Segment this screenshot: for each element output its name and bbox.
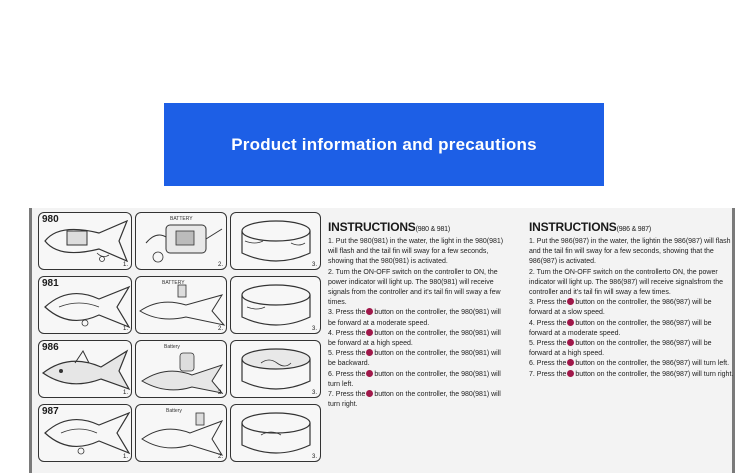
fish-987-diagram [38, 404, 132, 462]
step-number: 3. [311, 326, 317, 332]
fast-button-icon [366, 329, 373, 336]
instruction-sheet [29, 208, 735, 473]
slow-button-icon [567, 298, 574, 305]
right-button-icon [366, 390, 373, 397]
step-text-after: button on the controller, the 980(981) will be forward at a moderate speed. [328, 309, 501, 327]
instructions-heading [529, 220, 734, 234]
heading-models: (986 & 987) [616, 226, 651, 233]
banner-title: Product information and precautions [231, 134, 537, 154]
step-number: 3. [311, 262, 317, 268]
heading-models: (980 & 981) [415, 226, 450, 233]
step-number: 2. [217, 454, 223, 460]
instruction-step: 2. Turn the ON-OFF switch on the controller to ON, the power indicator will light up. The 980(981) will receive signals from the controller and it's tail fin will sway a few times. [328, 268, 501, 307]
step-text-before: 6. Press the [529, 360, 567, 368]
illustration-row-987 [38, 404, 321, 465]
tank-981-diagram [230, 276, 321, 334]
instructions-heading [328, 220, 506, 234]
instruction-steps [529, 237, 734, 380]
battery-label: BATTERY [170, 216, 193, 222]
backward-button-icon [366, 349, 373, 356]
battery-980-diagram [135, 212, 227, 270]
step-text-after: button on the controller, the 980(981) will turn right. [328, 391, 501, 409]
instruction-step [328, 370, 506, 390]
step-text-after: button on the controller, the 980(981) will be forward at a high speed. [328, 329, 501, 348]
tank-987-diagram [230, 404, 321, 462]
illustration-row-980 [38, 212, 321, 273]
step-number: 1. [122, 262, 128, 268]
model-label-987: 987 [42, 406, 59, 417]
step-number: 2. [217, 262, 223, 268]
step-text-before: 5. Press the [328, 350, 366, 358]
step-number: 1. [122, 454, 128, 460]
step-text-after: button on the controller, the 986(987) will be forward at a slow speed. [529, 299, 712, 317]
battery-981-diagram [135, 276, 227, 334]
step-text-after: button on the controller, the 980(981) will be backward. [328, 350, 501, 368]
battery-label: Battery [166, 408, 182, 414]
instructions-986-987 [529, 220, 734, 380]
step-text-after: button on the controller, the 986(987) will be forward at a moderate speed. [529, 319, 712, 337]
step-number: 3. [311, 390, 317, 396]
step-number: 2. [217, 390, 223, 396]
left-button-icon [567, 359, 574, 366]
instruction-step [328, 329, 506, 349]
instruction-step [328, 308, 506, 328]
instruction-steps [328, 237, 506, 410]
title-banner [164, 103, 604, 186]
illustration-row-981 [38, 276, 321, 337]
step-number: 1. [122, 326, 128, 332]
left-button-icon [366, 370, 373, 377]
step-number: 3. [311, 454, 317, 460]
battery-986-diagram [135, 340, 227, 398]
step-number: 1. [122, 390, 128, 396]
step-text-before: 5. Press the [529, 340, 567, 348]
step-text-before: 3. Press the [328, 309, 366, 317]
model-label-981: 981 [42, 278, 59, 289]
instruction-step [529, 370, 734, 380]
step-number: 2. [217, 326, 223, 332]
instructions-980-981 [328, 220, 506, 410]
step-text-before: 7. Press the [328, 391, 366, 399]
battery-label: BATTERY [162, 280, 185, 286]
step-text-after: button on the controller, the 986(987) will turn right. [575, 370, 734, 378]
instruction-step [529, 339, 734, 359]
step-text-after: button on the controller, the 980(981) will turn left. [328, 370, 501, 388]
right-button-icon [567, 370, 574, 377]
instruction-step [529, 359, 734, 369]
forward-button-icon [366, 308, 373, 315]
instruction-step [328, 349, 506, 369]
fast-button-icon [567, 339, 574, 346]
fish-980-diagram [38, 212, 132, 270]
step-text-before: 6. Press the [328, 370, 366, 378]
step-text-before: 7. Press the [529, 370, 567, 378]
shark-986-diagram [38, 340, 132, 398]
fish-981-diagram [38, 276, 132, 334]
moderate-button-icon [567, 319, 574, 326]
instruction-step [328, 390, 506, 410]
battery-987-diagram [135, 404, 227, 462]
heading-title: INSTRUCTIONS [529, 220, 617, 234]
battery-label: Battery [164, 344, 180, 350]
step-text-before: 3. Press the [529, 299, 567, 307]
model-label-986: 986 [42, 342, 59, 353]
instruction-step: 2. Turn the ON-OFF switch on the controllerto ON, the power indicator will light up. The 986(987) will receive signalsfrom the controller and it's tail fin will sway a few times. [529, 268, 724, 297]
step-text-before: 4. Press the [529, 319, 567, 327]
step-text-before: 4. Press the [328, 329, 366, 337]
instruction-step: 1. Put the 980(981) in the water, the light in the 980(981) will flash and the tail fin will sway for a few seconds, showing that the 980(981) is activated. [328, 238, 504, 266]
illustration-grid [38, 212, 321, 468]
instruction-step: 1. Put the 986(987) in the water, the lightin the 986(987) will flash and the tail fin will sway for a few seconds, showing that the 986(987) is activated. [529, 238, 731, 266]
step-text-after: button on the controller, the 986(987) will be forward at a high speed. [529, 340, 712, 358]
tank-980-diagram [230, 212, 321, 270]
model-label-980: 980 [42, 214, 59, 225]
step-text-after: button on the controller, the 986(987) will turn left. [575, 360, 730, 368]
instruction-step [529, 298, 734, 318]
heading-title: INSTRUCTIONS [328, 220, 416, 234]
instruction-step [529, 319, 734, 339]
tank-986-diagram [230, 340, 321, 398]
illustration-row-986 [38, 340, 321, 401]
